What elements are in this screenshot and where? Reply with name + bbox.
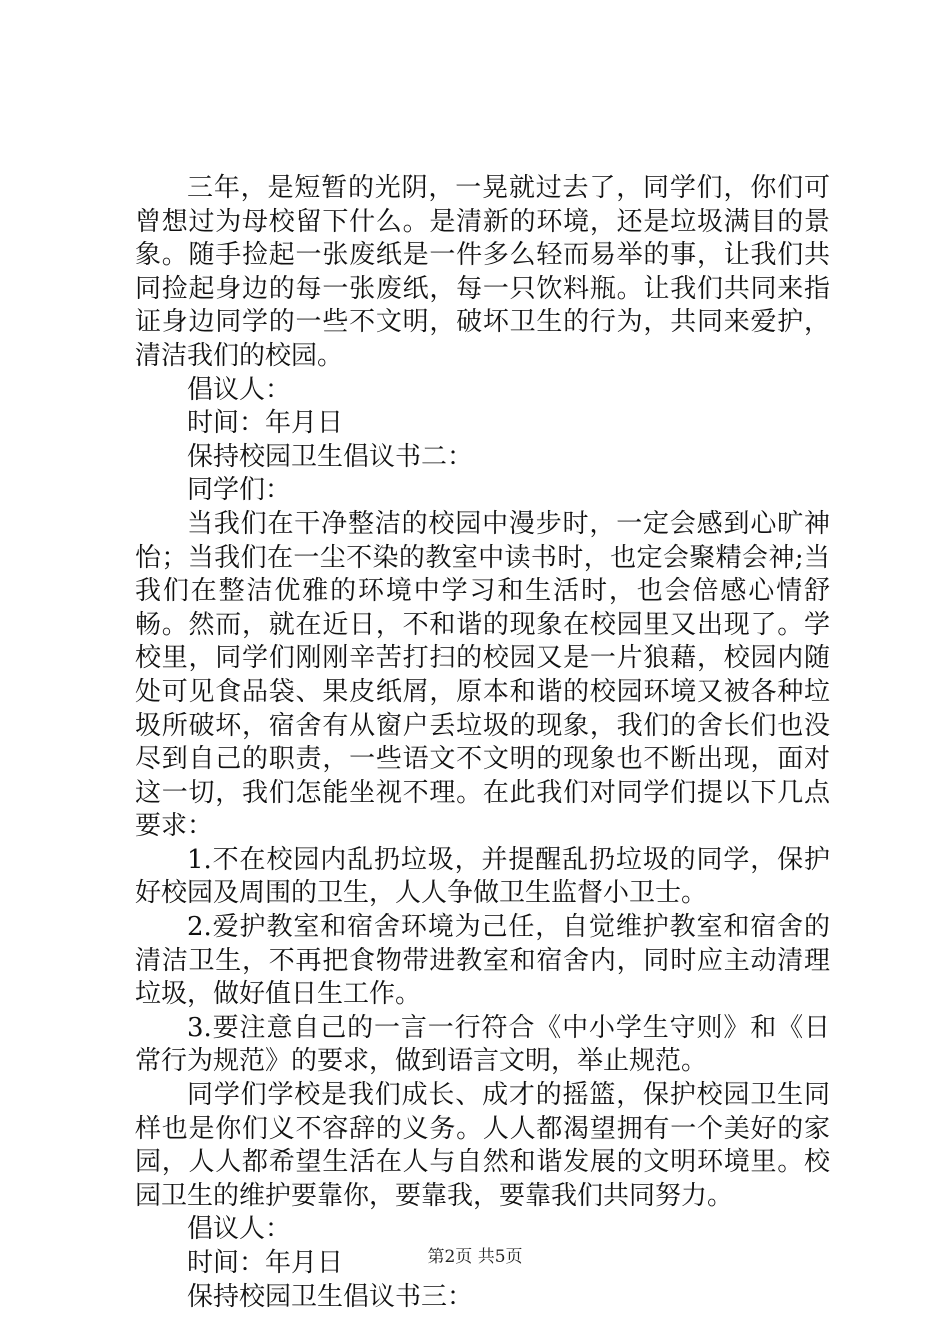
paragraph-body: 当我们在干净整洁的校园中漫步时，一定会感到心旷神怡；当我们在一尘不染的教室中读书时，也定会聚精会神;当我们在整洁优雅的环境中学习和生活时，也会倍感心情舒畅。然而，就在近日，不和谐的现象在校园里又出现了。学校里，同学们刚刚辛苦打扫的校园又是一片狼藉，校园内随处可见食品袋、果皮纸屑，原本和谐的校园环境又被各种垃圾所破坏，宿舍有从窗户丢垃圾的现象，我们的舍长们也没尽到自己的职责，一些语文不文明的现象也不断出现，面对这一切，我们怎能坐视不理。在此我们对同学们提以下几点要求：: [135, 508, 830, 842]
proposer-line-2: 倡议人：: [187, 1214, 292, 1245]
date-line-2: 时间：年月日: [187, 1248, 344, 1278]
proposer-line: 倡议人：: [187, 374, 292, 405]
requirement-item-2: 2.爱护教室和宿舍环境为己任，自觉维护教室和宿舍的清洁卫生，不再把食物带进教室和宿舍内，同时应主动清理垃圾，做好值日生工作。: [135, 912, 830, 1010]
document-body: [135, 172, 830, 1314]
paragraph-closing: 同学们学校是我们成长、成才的摇篮，保护校园卫生同样也是你们义不容辞的义务。人人都渴望拥有一个美好的家园，人人都希望生活在人与自然和谐发展的文明环境里。校园卫生的维护要靠你，要靠我，要靠我们共同努力。: [135, 1080, 830, 1211]
date-line: 时间：年月日: [187, 408, 344, 439]
paragraph-intro: 三年，是短暂的光阴，一晃就过去了，同学们，你们可曾想过为母校留下什么。是清新的环境，还是垃圾满目的景象。随手捡起一张废纸是一件多么轻而易举的事，让我们共同捡起身边的每一张废纸，每一只饮料瓶。让我们共同来指证身边同学的一些不文明，破坏卫生的行为，共同来爱护，清洁我们的校园。: [135, 173, 830, 371]
section-heading-three: 保持校园卫生倡议书三：: [187, 1281, 474, 1312]
salutation: 同学们：: [187, 475, 292, 506]
page-number: 第2页 共5页: [427, 1247, 523, 1267]
section-heading-two: 保持校园卫生倡议书二：: [187, 441, 474, 472]
requirement-item-1: 1.不在校园内乱扔垃圾，并提醒乱扔垃圾的同学，保护好校园及周围的卫生，人人争做卫生监督小卫士。: [135, 844, 830, 909]
requirement-item-3: 3.要注意自己的一言一行符合《中小学生守则》和《日常行为规范》的要求，做到语言文明，举止规范。: [135, 1012, 830, 1077]
